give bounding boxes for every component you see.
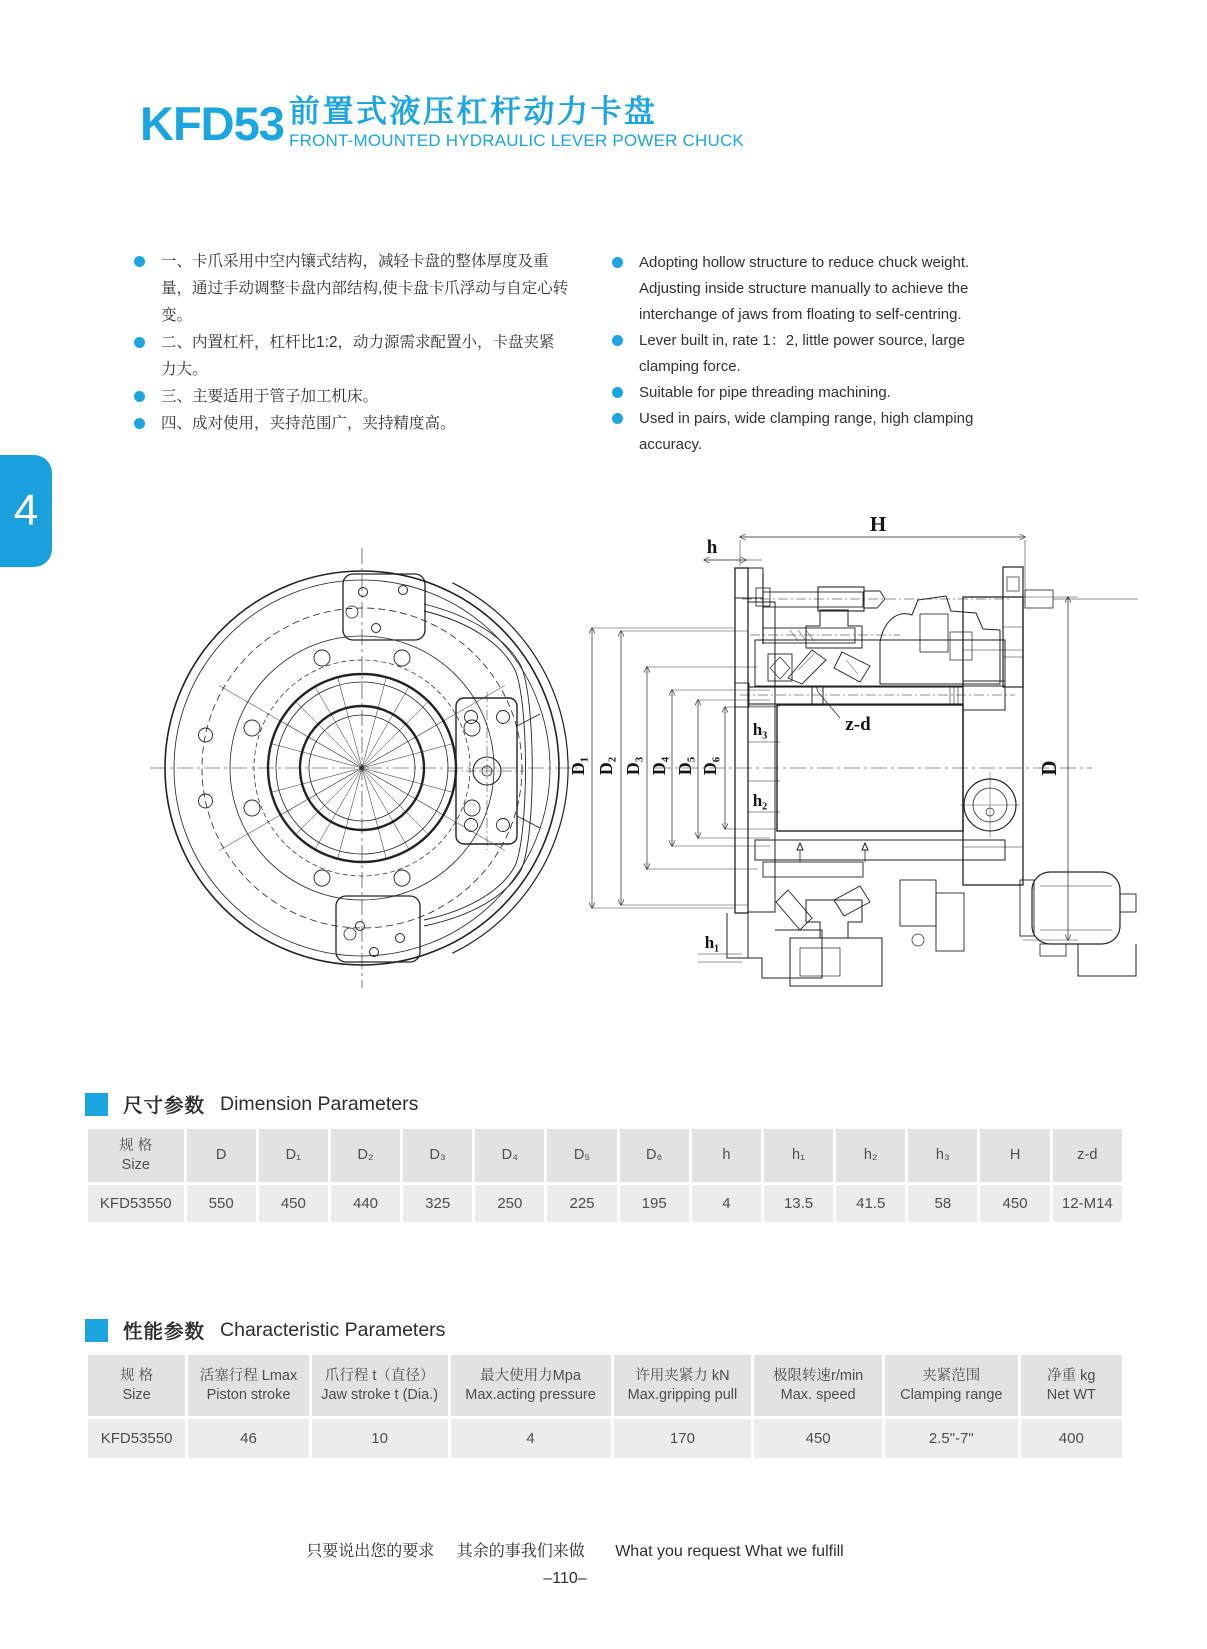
cell: 10 (312, 1419, 448, 1458)
header-en: Max.acting pressure (465, 1386, 596, 1403)
header-cell (1021, 1355, 1122, 1416)
cell: 2.5"-7" (885, 1419, 1018, 1458)
header-cell (614, 1355, 752, 1416)
cell: 12-M14 (1053, 1185, 1122, 1222)
cell: 4 (692, 1185, 761, 1222)
table-data-row (88, 1419, 1122, 1458)
bottom-jaw (336, 896, 420, 962)
dim-label-zd: z-d (845, 714, 871, 735)
header-cell (88, 1355, 185, 1416)
feature-text: 三、主要适用于管子加工机床。 (161, 388, 379, 405)
header-zh: 最大使用力Mpa (480, 1367, 581, 1384)
footer-slogan (0, 1538, 1150, 1561)
header-cell: D₁ (259, 1129, 328, 1182)
front-view-drawing (150, 548, 578, 988)
feature-text: Lever built in, rate 1：2, little power source, large clamping force. (639, 332, 965, 375)
cell: 325 (403, 1185, 472, 1222)
header-cell (188, 1355, 309, 1416)
header-cell: D₅ (547, 1129, 616, 1182)
section-marker-icon (85, 1093, 108, 1116)
cell: 450 (980, 1185, 1049, 1222)
header-cell: h₁ (764, 1129, 833, 1182)
header-en: Jaw stroke t (Dia.) (321, 1386, 439, 1403)
section-title-zh: 性能参数 (123, 1321, 206, 1343)
header-cell: D (187, 1129, 256, 1182)
cell-size: KFD53550 (88, 1419, 185, 1458)
cell: 170 (614, 1419, 752, 1458)
header-cell: D₆ (620, 1129, 689, 1182)
header-en: Size (121, 1156, 150, 1173)
dimension-section-title (85, 1090, 418, 1118)
header-en: Clamping range (900, 1386, 1003, 1403)
dim-label-D1: D₁ (568, 756, 588, 776)
cell: 58 (908, 1185, 977, 1222)
characteristic-section-title (85, 1316, 445, 1344)
dim-label-H: H (869, 512, 887, 536)
dim-label-D2: D₂ (596, 756, 616, 776)
cell: 450 (754, 1419, 882, 1458)
slogan-zh-2: 其余的事我们来做 (456, 1543, 585, 1560)
characteristic-table (85, 1352, 1125, 1461)
header-zh: 净重 kg (1047, 1367, 1096, 1384)
chapter-number: 4 (13, 486, 39, 535)
header-zh: 极限转速r/min (773, 1367, 864, 1384)
cell: 400 (1021, 1419, 1122, 1458)
header-zh: 规 格 (119, 1137, 153, 1154)
dim-label-D3: D₃ (623, 756, 643, 776)
header-cell: h₃ (908, 1129, 977, 1182)
header-en: Max. speed (780, 1386, 856, 1403)
section-title-zh: 尺寸参数 (123, 1095, 206, 1117)
page-title-zh: 前置式液压杠杆动力卡盘 (289, 94, 658, 129)
header-cell (885, 1355, 1018, 1416)
cell: 195 (620, 1185, 689, 1222)
feature-text: Suitable for pipe threading machining. (639, 384, 891, 401)
dim-label-D5: D₅ (675, 756, 695, 776)
header-cell (451, 1355, 611, 1416)
dim-label-h1: h₁ (704, 933, 720, 952)
cell: 41.5 (836, 1185, 905, 1222)
slogan-zh-1: 只要说出您的要求 (306, 1543, 435, 1560)
header-cell (754, 1355, 882, 1416)
page-title-en: FRONT-MOUNTED HYDRAULIC LEVER POWER CHUCK (289, 131, 744, 150)
header-zh: 规 格 (120, 1367, 154, 1384)
header-zh: 爪行程 t（直径） (324, 1367, 435, 1384)
header-zh: 活塞行程 Lmax (199, 1367, 298, 1384)
header-zh: 夹紧范围 (922, 1367, 981, 1384)
cell: 550 (187, 1185, 256, 1222)
product-model: KFD53 (140, 97, 284, 150)
cell: 4 (451, 1419, 611, 1458)
header-en: Net WT (1046, 1386, 1096, 1403)
section-title-en: Characteristic Parameters (220, 1318, 446, 1341)
header-cell-size (88, 1129, 184, 1182)
feature-text: 四、成对使用，夹持范围广，夹持精度高。 (161, 415, 456, 432)
section-marker-icon (85, 1319, 108, 1342)
header-cell: D₂ (331, 1129, 400, 1182)
dim-label-D4: D₄ (649, 756, 669, 776)
feature-text: Adopting hollow structure to reduce chuck weight. Adjusting inside structure manually to achieve the interchange of jaws from floating to self-centring. (639, 254, 970, 323)
section-title-en: Dimension Parameters (220, 1092, 419, 1115)
header-zh: 许用夹紧力 kN (635, 1367, 730, 1384)
cell: 13.5 (764, 1185, 833, 1222)
dim-label-h3: h₃ (752, 720, 768, 739)
dim-label-h2: h₂ (752, 791, 768, 810)
section-view-drawing (568, 512, 1138, 986)
dim-label-D: D (1037, 760, 1061, 776)
feature-text: 一、卡爪采用中空内镶式结构，减轻卡盘的整体厚度及重量，通过手动调整卡盘内部结构,使卡盘卡爪浮动与自定心转变。 (161, 253, 569, 324)
cell: 225 (547, 1185, 616, 1222)
header-cell: D₃ (403, 1129, 472, 1182)
page-number: –110– (543, 1570, 587, 1587)
cell: 250 (475, 1185, 544, 1222)
top-jaw (343, 574, 425, 640)
dim-label-D6: D₆ (700, 756, 720, 776)
slogan-en: What you request What we fulfill (615, 1543, 844, 1560)
table-header-row (88, 1355, 1122, 1416)
dimension-table (85, 1126, 1125, 1225)
header-en: Max.gripping pull (627, 1386, 738, 1403)
header-cell: D₄ (475, 1129, 544, 1182)
header-cell: h (692, 1129, 761, 1182)
dim-label-h: h (706, 537, 718, 558)
cell: 440 (331, 1185, 400, 1222)
header-cell: H (980, 1129, 1049, 1182)
header-en: Piston stroke (206, 1386, 291, 1403)
header-cell: h₂ (836, 1129, 905, 1182)
cell-size: KFD53550 (88, 1185, 184, 1222)
cell: 46 (188, 1419, 309, 1458)
header-cell: z-d (1053, 1129, 1122, 1182)
header-cell (312, 1355, 448, 1416)
feature-text: 二、内置杠杆，杠杆比1:2，动力源需求配置小，卡盘夹紧力大。 (161, 334, 555, 378)
cell: 450 (259, 1185, 328, 1222)
side-valve-plate (448, 692, 540, 850)
table-header-row (88, 1129, 1122, 1182)
header-en: Size (122, 1386, 151, 1403)
table-data-row (88, 1185, 1122, 1222)
feature-text: Used in pairs, wide clamping range, high clamping accuracy. (639, 410, 974, 453)
